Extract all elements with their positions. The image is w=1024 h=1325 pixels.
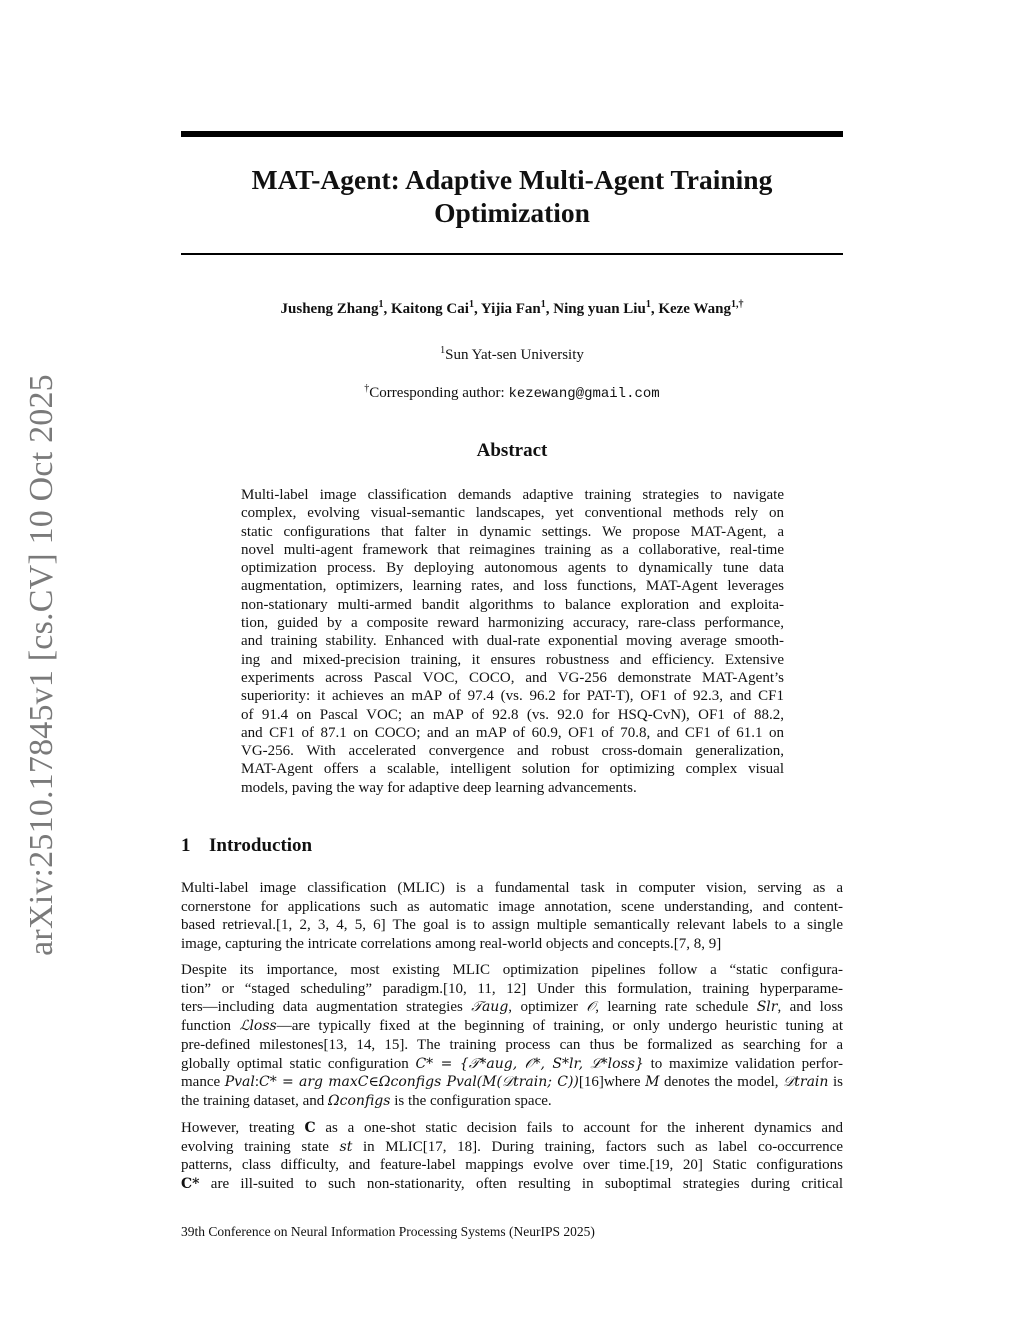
text-run: denotes the model, — [659, 1074, 784, 1091]
abstract-body — [241, 486, 784, 797]
paragraph-line — [181, 1055, 843, 1074]
section-title: Introduction — [209, 835, 313, 856]
text-run: , learning rate schedule — [595, 999, 757, 1016]
abstract-line: MAT-Agent offers a scalable, intelligent solution for optimizing complex visual — [241, 761, 784, 778]
math-inline: Pval — [224, 1074, 255, 1091]
affiliation-sup: 1 — [440, 345, 446, 356]
abstract-line: novel multi-agent framework that reimagines training as a collaborative, real-time — [241, 541, 784, 558]
paragraph-line — [181, 1138, 843, 1157]
paragraph-line: based retrieval.[1, 2, 3, 4, 5, 6] The goal is to assign multiple semantically relevant labels to a single — [181, 917, 843, 934]
text-run: ters—including data augmentation strategies — [181, 999, 472, 1016]
corresponding-label: Corresponding author: — [369, 385, 509, 401]
abstract-line: tion, guided by a composite reward harmonizing accuracy, rare-class performance, — [241, 615, 784, 632]
abstract-line: VG-256. With accelerated convergence and robust cross-domain generalization, — [241, 743, 784, 760]
text-run: to maximize validation perfor- — [643, 1055, 843, 1072]
text-run: mance — [181, 1074, 225, 1091]
math-inline: C — [304, 1120, 316, 1136]
author — [281, 301, 384, 317]
title-line-2: Optimization — [434, 197, 590, 228]
paper-title — [181, 163, 843, 229]
paragraph-line — [181, 1092, 843, 1111]
abstract-line: augmentation, optimizers, learning rates, and loss functions, MAT-Agent leverages — [241, 578, 784, 595]
section-heading-introduction — [181, 835, 843, 857]
abstract-line: and CF1 of 87.1 on COCO; and an mAP of 60.9, OF1 of 70.8, and CF1 of 61.1 on — [241, 724, 784, 741]
author-name: Kaitong Cai — [391, 301, 469, 317]
author-name: Ning yuan Liu — [553, 301, 646, 317]
text-run: function — [181, 1018, 240, 1035]
title-bottom-rule — [181, 253, 843, 255]
text-run: : — [254, 1074, 260, 1091]
abstract-line: models, paving the way for adaptive deep learning advancements. — [241, 779, 637, 796]
abstract-heading: Abstract — [476, 440, 548, 461]
text-run: are ill-suited to such non-stationarity, often resulting in suboptimal strategies during critical — [199, 1176, 843, 1193]
paragraph-line: Multi-label image classification (MLIC) is a fundamental task in computer vision, serving as a — [181, 880, 843, 896]
text-run: as a one-shot static decision fails to account for the inherent dynamics and — [315, 1120, 843, 1136]
author-name: Keze Wang — [658, 301, 731, 317]
author-list: Jusheng Zhang$^1$, Kaitong Cai$^1$, Yijia Fan$^1$, Ning yuan Liu$^1$, Keze Wang$^{1,\dagger}$ — [280, 299, 744, 317]
author-affil-sup: 1 — [378, 299, 384, 310]
math-inline: st — [339, 1138, 353, 1155]
abstract-line: and training stability. Enhanced with dual-rate exponential moving average smooth- — [241, 633, 784, 650]
math-inline: ℒloss — [239, 1018, 277, 1035]
text-run: —are typically fixed at the beginning of training, or only undergo heuristic tuning at — [276, 1018, 843, 1035]
dagger-sup: † — [364, 383, 370, 394]
text-run: evolving training state — [181, 1138, 340, 1155]
author — [658, 301, 743, 317]
author-affil-sup: 1 — [645, 299, 651, 310]
paragraph-line: pre-defined milestones[13, 14, 15]. The training process can thus be formalized as searching for a — [181, 1036, 843, 1053]
abstract-line: of 91.4 on Pascal VOC; an mAP of 92.8 (vs. 92.0 for HSQ-CvN), OF1 of 88.2, — [241, 706, 784, 723]
text-run: the training dataset, and — [181, 1092, 329, 1109]
text-run: globally optimal static configuration — [181, 1055, 416, 1072]
author — [391, 301, 474, 317]
corresponding-author — [181, 383, 843, 402]
author-affil-sup: 1,† — [730, 299, 744, 310]
section-number: 1 — [181, 835, 191, 856]
intro-paragraph-1 — [181, 879, 843, 954]
abstract-line: complex, evolving visual-semantic landscapes, yet conventional methods rely on — [241, 505, 784, 522]
author-name: Jusheng Zhang — [280, 301, 379, 317]
author — [553, 301, 651, 317]
title-line-1: MAT-Agent: Adaptive Multi-Agent Training — [251, 164, 773, 195]
paragraph-line — [181, 998, 843, 1017]
paragraph-line: cornerstone for applications such as automatic image annotation, scene understanding, and content- — [181, 898, 843, 915]
math-inline: M — [645, 1074, 660, 1091]
math-inline: Ωconfigs — [328, 1092, 391, 1109]
author — [481, 301, 546, 317]
math-inline: 𝒪 — [586, 999, 596, 1016]
paragraph-line: patterns, class difficulty, and feature-label mappings evolve over time.[19, 20] Static configurations — [181, 1157, 843, 1174]
abstract-line: static configurations that falter in dynamic settings. We propose MAT-Agent, a — [241, 523, 784, 540]
text-run: , optimizer — [508, 999, 587, 1016]
abstract-line: optimization process. By deploying autonomous agents to dynamically tune data — [241, 560, 784, 577]
paragraph-line — [181, 1073, 843, 1092]
math-inline: 𝒯aug — [471, 999, 509, 1016]
text-run: , and loss — [777, 999, 844, 1016]
abstract-line: non-stationary multi-armed bandit algorithms to balance exploration and exploita- — [241, 596, 784, 613]
paragraph-line — [181, 1017, 843, 1036]
math-inline: C* = {𝒯*aug, 𝒪*, S*lr, ℒ*loss} — [415, 1055, 644, 1072]
author-affil-sup: 1 — [468, 299, 474, 310]
paragraph-line — [181, 1175, 843, 1194]
corresponding-email[interactable]: kezewang@gmail.com — [508, 386, 660, 402]
affiliation-name: Sun Yat-sen University — [445, 347, 584, 363]
text-run: in MLIC[17, 18]. During training, factors such as label co-occurrence — [352, 1138, 843, 1155]
math-inline: C* = arg maxC∈Ωconfigs Pval(M(𝒟train; C)) — [259, 1074, 579, 1091]
paragraph-line: image, capturing the intricate correlations among real-world objects and concepts.[7, 8, 9] — [181, 936, 722, 953]
intro-paragraph-3 — [181, 1119, 843, 1194]
abstract-line: ing and mixed-precision training, it ensures robustness and efficiency. Extensive — [241, 651, 784, 668]
abstract-line: superiority: it achieves an mAP of 97.4 (vs. 96.2 for PAT-T), OF1 of 92.3, and CF1 — [241, 688, 784, 705]
math-inline: C* — [181, 1176, 200, 1193]
author-name: Yijia Fan — [480, 301, 541, 317]
arxiv-side-stamp — [12, 370, 72, 960]
title-top-rule — [181, 131, 843, 137]
text-run: [16]where — [578, 1074, 646, 1091]
author-affil-sup: 1 — [540, 299, 546, 310]
abstract-line: experiments across Pascal VOC, COCO, and VG-256 demonstrate MAT-Agent’s — [241, 669, 784, 686]
abstract-line: Multi-label image classification demands adaptive training strategies to navigate — [241, 487, 784, 503]
conference-footer: 39th Conference on Neural Information Processing Systems (NeurIPS 2025) — [181, 1224, 595, 1239]
affiliation — [181, 345, 843, 364]
text-run: However, treating — [181, 1120, 305, 1136]
math-inline: Slr — [756, 999, 778, 1016]
paragraph-line: Despite its importance, most existing MLIC optimization pipelines follow a “static configura- — [181, 962, 843, 978]
text-run: is — [828, 1074, 844, 1091]
paragraph-line: tion” or “staged scheduling” paradigm.[10, 11, 12] Under this formulation, training hyperparame- — [181, 980, 843, 997]
paragraph-line — [181, 1119, 843, 1138]
text-run: is the configuration space. — [390, 1092, 552, 1109]
arxiv-identifier: arXiv:2510.17845v1 [cs.CV] 10 Oct 2025 — [23, 374, 60, 956]
math-inline: 𝒟train — [783, 1074, 829, 1091]
intro-paragraph-2 — [181, 961, 843, 1111]
